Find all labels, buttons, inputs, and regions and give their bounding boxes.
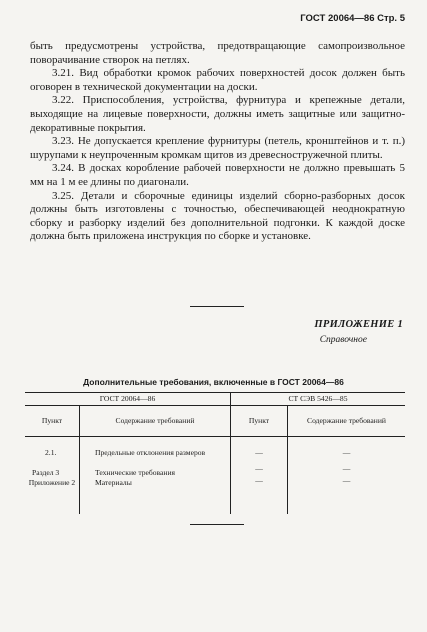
section-divider-bottom bbox=[190, 524, 244, 525]
table-row-point: Раздел 3 bbox=[32, 468, 60, 477]
appendix-subtitle: Справочное bbox=[319, 335, 367, 345]
table-row-content: Предельные отклонения размеров bbox=[95, 448, 206, 457]
table-row-point: Приложение 2 bbox=[28, 478, 76, 487]
table-row-content: Технические требования bbox=[95, 468, 176, 477]
col-header-content: Содержание требований bbox=[115, 416, 195, 425]
appendix-title: ПРИЛОЖЕНИЕ 1 bbox=[314, 319, 403, 330]
table-row-sev-content: — bbox=[342, 464, 351, 473]
paragraph-3-21: 3.21. Вид обработки кромок рабочих поверхностей досок должен быть оговорен в технической документации на доски. bbox=[30, 67, 405, 93]
paragraph-3-23: 3.23. Не допускается крепление фурнитуры (петель, кронштейнов и т. п.) шурупами к неупроченным кромкам щитов из древесностружечной плиты. bbox=[30, 135, 405, 161]
body-text bbox=[30, 40, 405, 244]
paragraph-3-24: 3.24. В досках коробление рабочей поверхности не должно превышать 5 мм на 1 м ее длины по диагонали. bbox=[30, 162, 405, 188]
table-row-sev-point: — bbox=[255, 476, 263, 485]
table-caption: Дополнительные требования, включенные в ГОСТ 20064—86 bbox=[83, 377, 344, 387]
page-header: ГОСТ 20064—86 Стр. 5 bbox=[300, 13, 405, 24]
group-header-sev: СТ СЭВ 5426—85 bbox=[288, 394, 348, 403]
table-row-point: 2.1. bbox=[45, 448, 57, 457]
col-header-sev-point: Пункт bbox=[248, 416, 270, 425]
table-rule-group bbox=[25, 405, 405, 406]
paragraph-continuation: быть предусмотрены устройства, предотвращающие самопроизвольное поворачивание створок на петлях. bbox=[30, 40, 405, 66]
paragraph-3-22: 3.22. Приспособления, устройства, фурнитура и крепежные детали, выходящие на лицевые поверхности, должны иметь защитные или защитно-декоративные покрытия. bbox=[30, 94, 405, 134]
table-row-sev-content: — bbox=[342, 476, 351, 485]
col-header-sev-content: Содержание требований bbox=[307, 416, 386, 425]
table-rule-header bbox=[25, 436, 405, 437]
table-row-sev-point: — bbox=[255, 464, 263, 473]
col-header-point: Пункт bbox=[41, 416, 63, 425]
paragraph-3-25: 3.25. Детали и сборочные единицы изделий сборно-разборных досок должны быть изготовлены с точностью, обеспечивающей неоднократную сборку и разборку изделий без дополнительной подгонки. К каждой доске должна быть приложена инструкция по сборке и установке. bbox=[30, 189, 405, 243]
group-header-gost: ГОСТ 20064—86 bbox=[99, 394, 156, 403]
requirements-table bbox=[25, 392, 405, 514]
table-rule-top bbox=[25, 392, 405, 393]
table-row-sev-content: — bbox=[342, 448, 351, 457]
section-divider-top bbox=[190, 306, 244, 307]
table-row-sev-point: — bbox=[255, 448, 263, 457]
table-row-content: Материалы bbox=[95, 478, 132, 487]
